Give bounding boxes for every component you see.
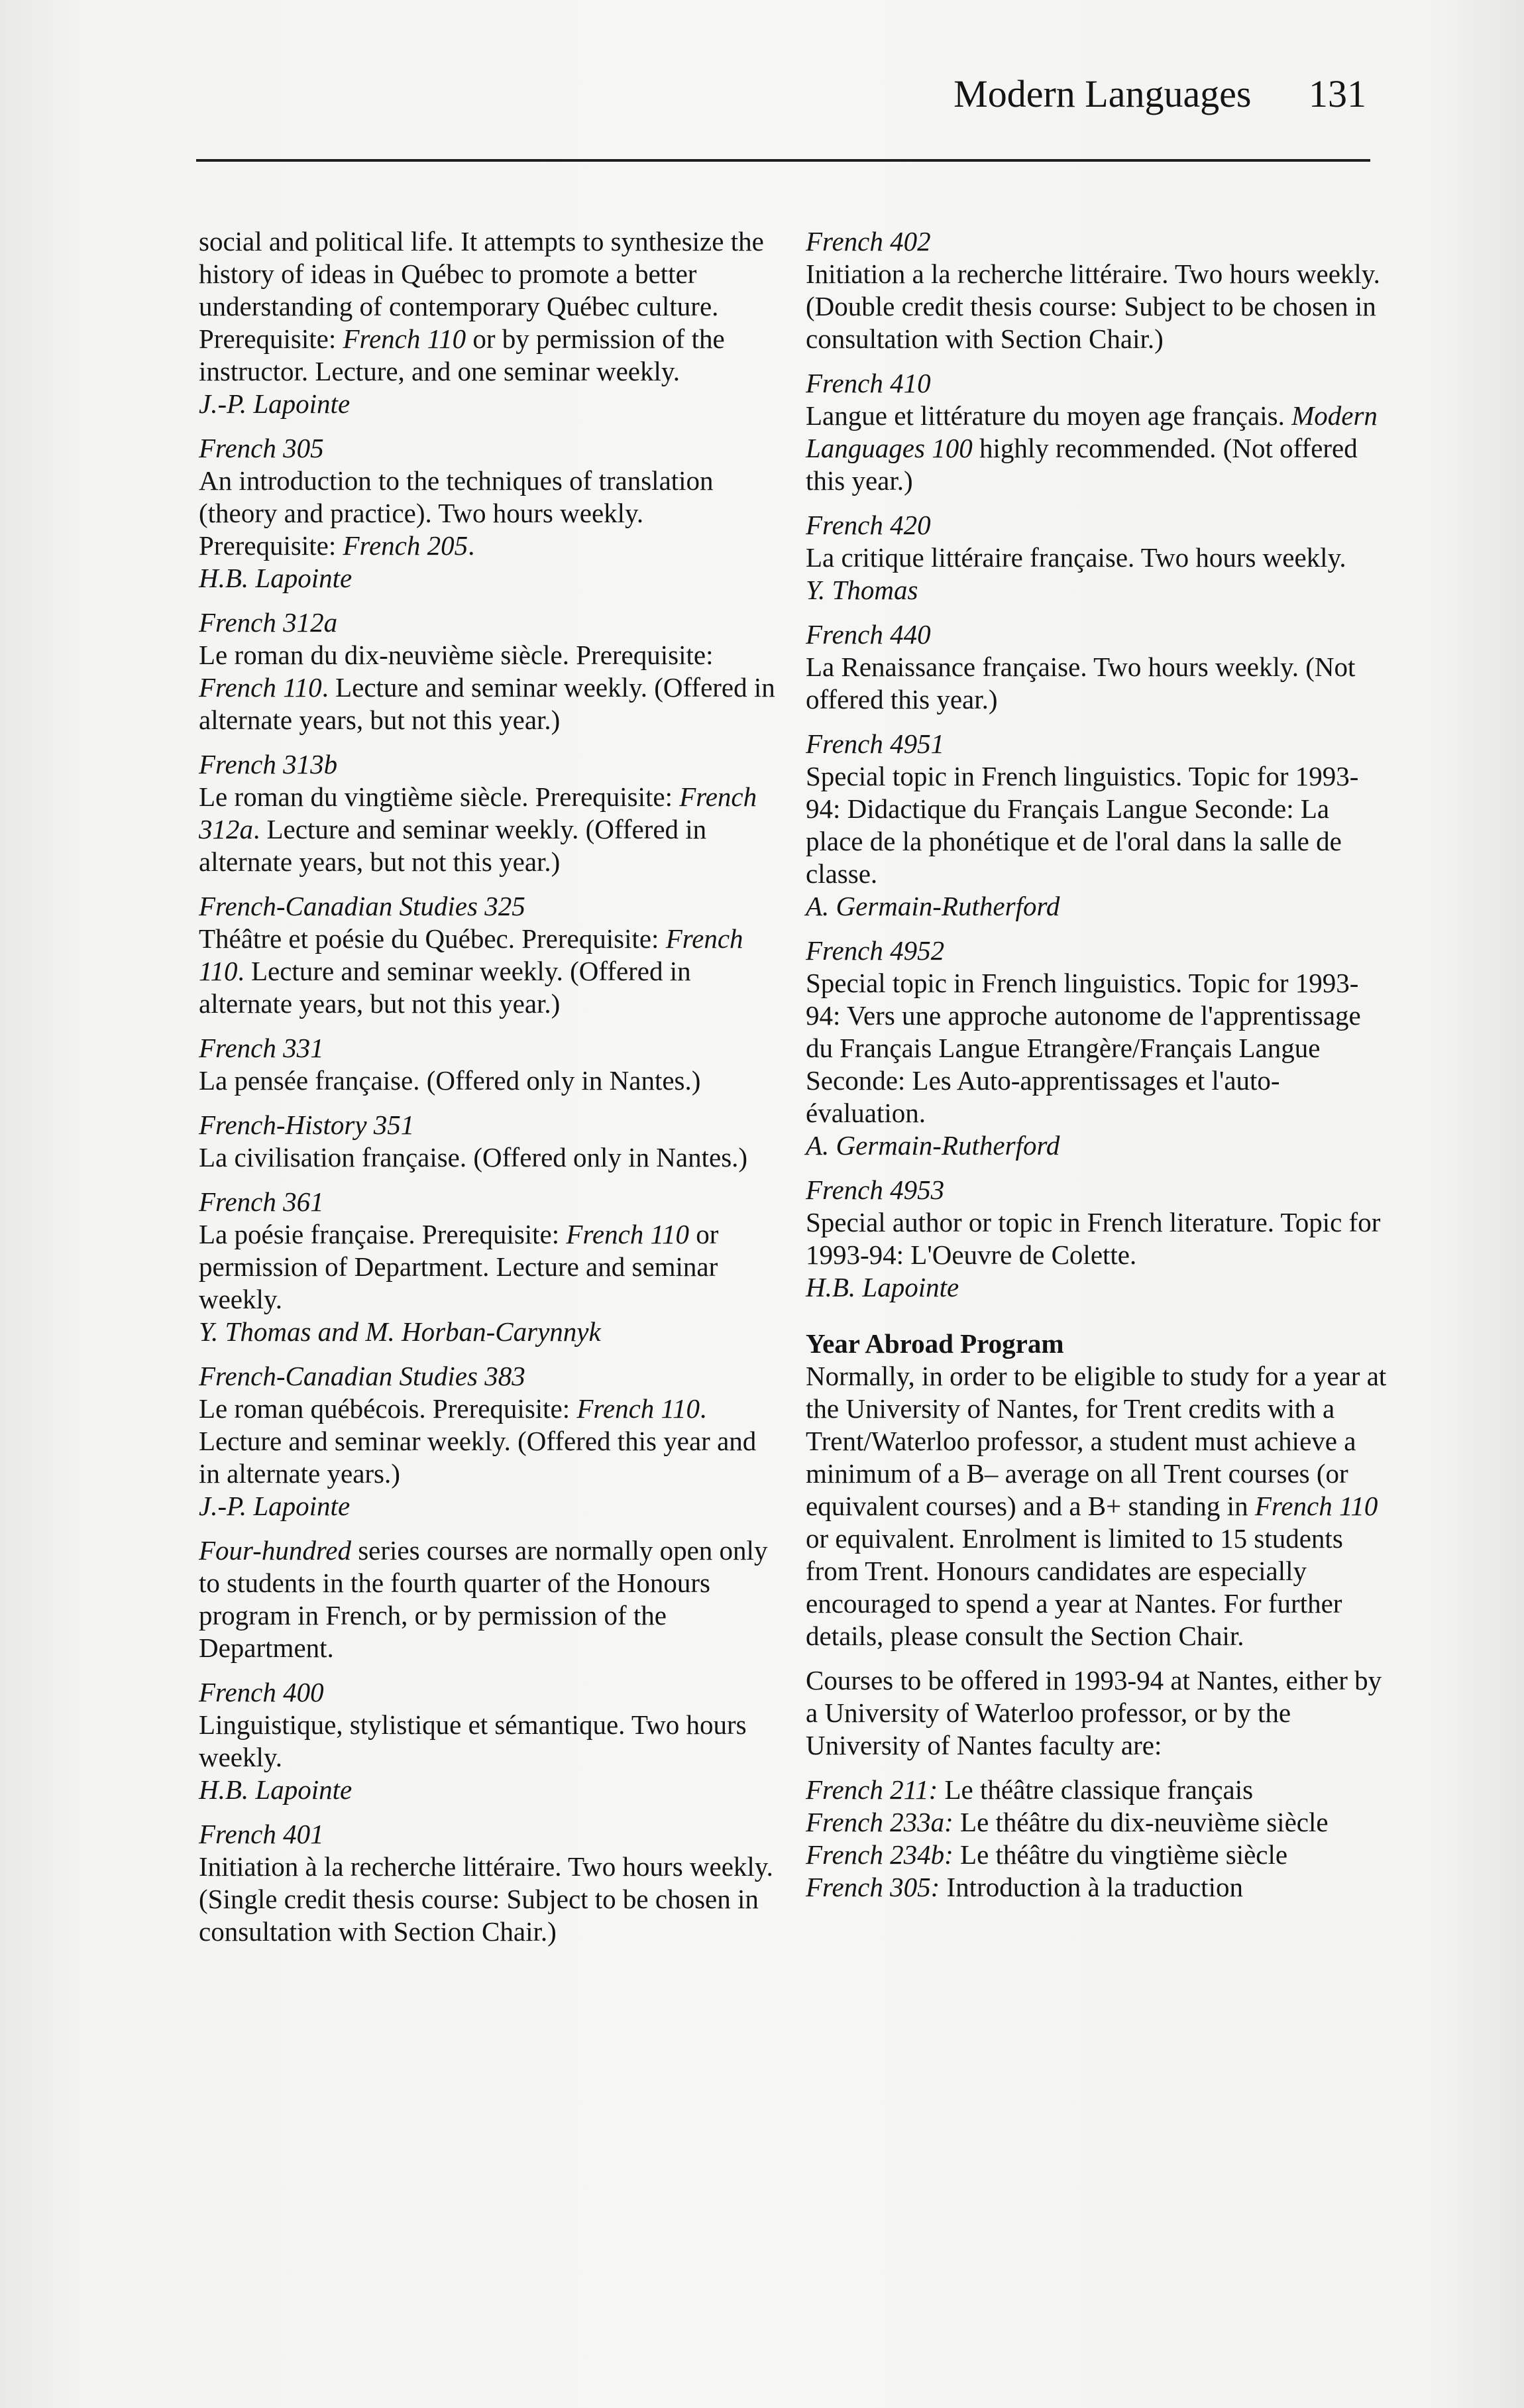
offered-courses-list	[806, 1774, 1389, 1904]
course-title: French 420	[806, 510, 931, 540]
course-entry	[199, 1032, 782, 1097]
course-title: French 4953	[806, 1175, 945, 1205]
course-description: Le roman du dix-neuvième siècle. Prerequisite: French 110. Lecture and seminar weekly. (Offered in alternate years, but not this year.)	[199, 640, 775, 735]
course-title: French 331	[199, 1033, 324, 1063]
course-title: French 312a	[199, 607, 338, 638]
course-description: La Renaissance française. Two hours weekly. (Not offered this year.)	[806, 652, 1356, 715]
course-title: French-Canadian Studies 325	[199, 891, 525, 921]
course-instructor: J.-P. Lapointe	[199, 388, 351, 419]
course-entry	[199, 1109, 782, 1174]
course-description: La pensée française. (Offered only in Nantes.)	[199, 1065, 701, 1096]
course-entry	[199, 890, 782, 1020]
course-title: French 401	[199, 1819, 324, 1849]
course-title: French 4951	[806, 728, 945, 759]
course-entry	[806, 225, 1389, 355]
course-instructor: H.B. Lapointe	[806, 1272, 959, 1302]
course-description: Langue et littérature du moyen age français. Modern Languages 100 highly recommended. (Not offered this year.)	[806, 400, 1378, 496]
course-title: French 361	[199, 1186, 324, 1217]
course-entry	[806, 618, 1389, 716]
course-description: Special topic in French linguistics. Topic for 1993-94: Vers une approche autonome de l'apprentissage du Français Langue Etrangère/Français Langue Seconde: Les Auto-apprentissages et l'auto-évaluation.	[806, 968, 1361, 1128]
course-description: Special author or topic in French literature. Topic for 1993-94: L'Oeuvre de Colette.	[806, 1207, 1381, 1270]
course-description: Special topic in French linguistics. Topic for 1993-94: Didactique du Français Langue Seconde: La place de la phonétique et de l'oral dans la salle de classe.	[806, 761, 1359, 889]
course-entry-continued	[199, 225, 782, 420]
course-description: Initiation a la recherche littéraire. Two hours weekly. (Double credit thesis course: Subject to be chosen in consultation with Section Chair.)	[806, 258, 1380, 354]
course-entry	[199, 1818, 782, 1948]
course-instructor: J.-P. Lapointe	[199, 1491, 351, 1521]
course-entry	[199, 606, 782, 736]
list-item: French 233a: Le théâtre du dix-neuvième siècle	[806, 1807, 1329, 1837]
course-title: French 410	[806, 368, 931, 398]
course-instructor: Y. Thomas	[806, 575, 918, 605]
course-entry	[806, 935, 1389, 1162]
course-description: Le roman du vingtième siècle. Prerequisite: French 312a. Lecture and seminar weekly. (Offered in alternate years, but not this year.)	[199, 781, 757, 877]
four-hundred-note: Four-hundred series courses are normally open only to students in the fourth quarter of the Honours program in French, or by permission of the Department.	[199, 1535, 768, 1663]
left-column	[199, 225, 782, 1960]
right-column	[806, 225, 1389, 1904]
course-instructor: H.B. Lapointe	[199, 563, 353, 593]
running-title: Modern Languages	[953, 72, 1252, 115]
list-item: French 211: Le théâtre classique français	[806, 1774, 1254, 1805]
course-entry	[806, 367, 1389, 497]
course-description: La civilisation française. (Offered only in Nantes.)	[199, 1142, 748, 1173]
list-item: French 305: Introduction à la traduction	[806, 1872, 1243, 1902]
course-entry	[199, 432, 782, 595]
course-title: French 4952	[806, 935, 945, 966]
course-description: An introduction to the techniques of translation (theory and practice). Two hours weekly. Prerequisite: French 205.	[199, 465, 714, 561]
course-title: French 402	[806, 226, 931, 257]
year-abroad-heading: Year Abroad Program	[806, 1328, 1064, 1359]
course-title: French 305	[199, 433, 324, 463]
header-rule	[196, 159, 1370, 162]
course-title: French-History 351	[199, 1110, 415, 1140]
course-instructor: A. Germain-Rutherford	[806, 891, 1060, 921]
course-description: Linguistique, stylistique et sémantique. Two hours weekly.	[199, 1709, 747, 1772]
course-description: Initiation à la recherche littéraire. Two hours weekly. (Single credit thesis course: Subject to be chosen in consultation with Section Chair.)	[199, 1851, 773, 1947]
course-title: French 400	[199, 1677, 324, 1707]
course-entry	[806, 1174, 1389, 1304]
course-description: Le roman québécois. Prerequisite: French 110. Lecture and seminar weekly. (Offered this year and in alternate years.)	[199, 1393, 757, 1489]
course-entry	[199, 1186, 782, 1348]
course-entry	[806, 509, 1389, 606]
year-abroad-paragraph: Normally, in order to be eligible to study for a year at the University of Nantes, for Trent credits with a Trent/Waterloo professor, a student must achieve a minimum of a B– average on all Trent courses (or equivalent courses) and a B+ standing in French 110 or equivalent. Enrolment is limited to 15 students from Trent. Honours candidates are especially encouraged to spend a year at Nantes. For further details, please consult the Section Chair.	[806, 1361, 1387, 1651]
course-instructor: A. Germain-Rutherford	[806, 1130, 1060, 1161]
course-entry	[806, 728, 1389, 923]
course-description: La poésie française. Prerequisite: French 110 or permission of Department. Lecture and seminar weekly.	[199, 1219, 719, 1314]
course-description: social and political life. It attempts to synthesize the history of ideas in Québec to promote a better understanding of contemporary Québec culture. Prerequisite: French 110 or by permission of the instructor. Lecture, and one seminar weekly.	[199, 226, 764, 386]
course-title: French 440	[806, 619, 931, 650]
course-description: La critique littéraire française. Two hours weekly.	[806, 542, 1346, 573]
course-description: Théâtre et poésie du Québec. Prerequisite: French 110. Lecture and seminar weekly. (Offered in alternate years, but not this year.)	[199, 923, 743, 1019]
year-abroad-courses-intro: Courses to be offered in 1993-94 at Nantes, either by a University of Waterloo professor, or by the University of Nantes faculty are:	[806, 1665, 1382, 1760]
course-entry	[199, 748, 782, 878]
course-entry	[199, 1360, 782, 1522]
course-instructor: H.B. Lapointe	[199, 1774, 353, 1805]
page-header	[953, 72, 1366, 116]
course-entry	[199, 1676, 782, 1806]
page-number: 131	[1309, 72, 1366, 115]
list-item: French 234b: Le théâtre du vingtième siècle	[806, 1839, 1288, 1870]
course-instructor: Y. Thomas and M. Horban-Carynnyk	[199, 1316, 601, 1347]
course-title: French 313b	[199, 749, 338, 779]
course-title: French-Canadian Studies 383	[199, 1361, 525, 1391]
